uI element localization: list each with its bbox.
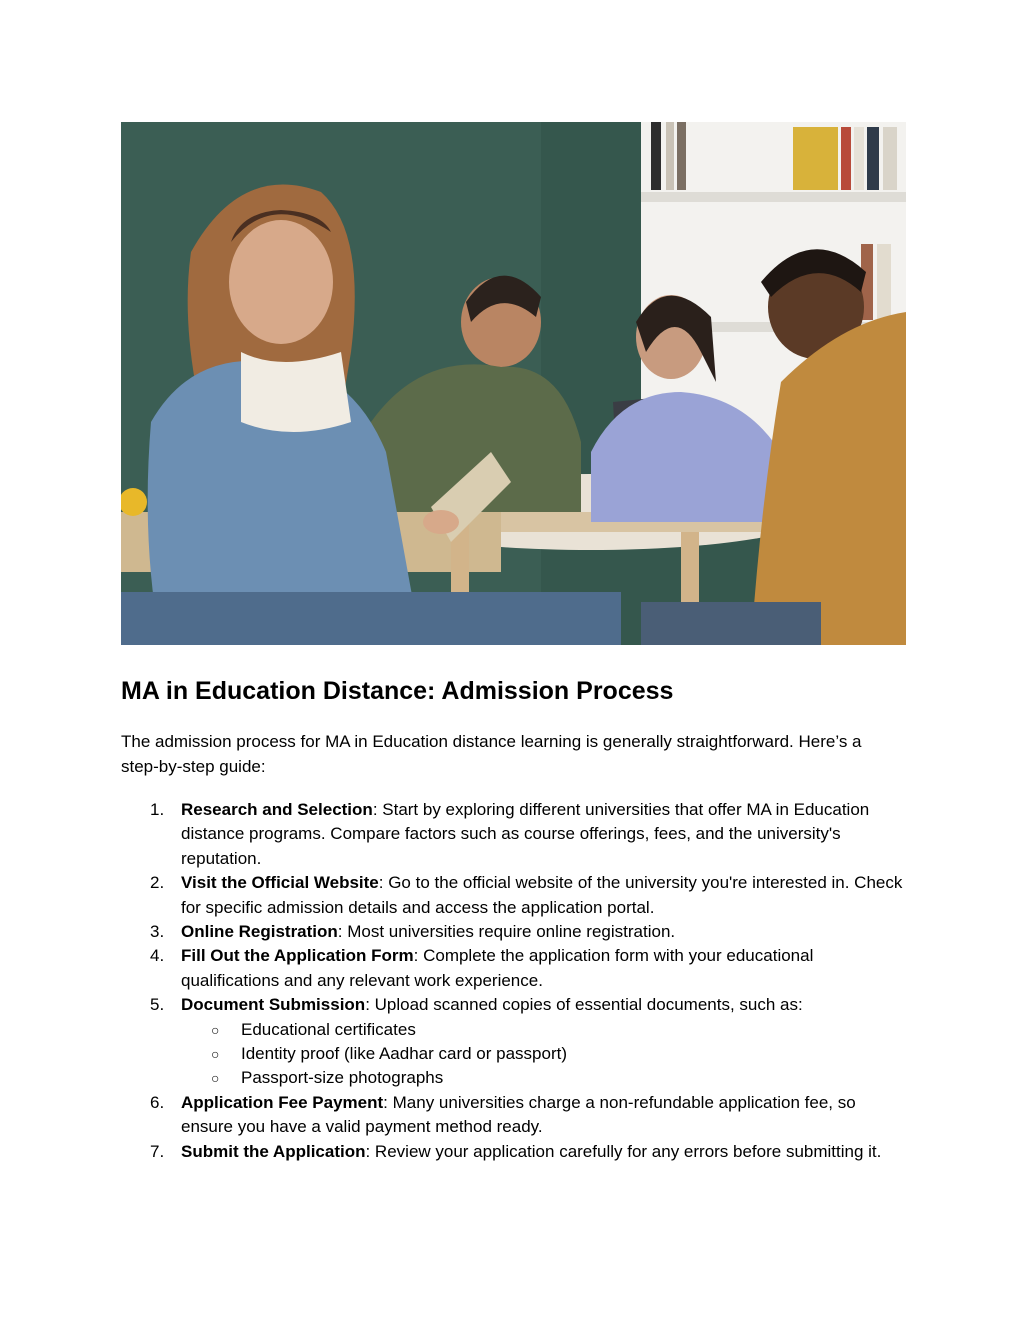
sub-list-item-text: Identity proof (like Aadhar card or passport) [241, 1044, 567, 1064]
intro-paragraph: The admission process for MA in Education distance learning is generally straightforward. Here’s a step-by-step guide: [121, 732, 862, 776]
hero-image [121, 122, 906, 645]
sub-list-item-text: Passport-size photographs [241, 1068, 444, 1088]
circle-bullet-icon: ○ [211, 1021, 220, 1038]
step-text: : Review your application carefully for any errors before submitting it. [365, 1141, 882, 1161]
list-item [121, 1091, 911, 1140]
step-number: 7. [150, 1141, 165, 1161]
circle-bullet-icon: ○ [211, 1046, 220, 1063]
step-text: : Start by exploring different universities that offer MA in Education distance programs. Compare factors such as course offerings, fees, and the university's reputation. [181, 800, 870, 868]
step-title: Document Submission [181, 995, 366, 1015]
list-item [121, 1140, 911, 1164]
circle-bullet-icon: ○ [211, 1070, 220, 1087]
list-item [121, 944, 911, 993]
step-title: Application Fee Payment [181, 1092, 384, 1112]
step-title: Submit the Application [181, 1141, 366, 1161]
step-number: 5. [150, 995, 165, 1015]
step-text: : Go to the official website of the university you're interested in. Check for specific admission details and access the application portal. [181, 873, 903, 917]
step-text: : Upload scanned copies of essential documents, such as: [365, 995, 803, 1015]
list-item [121, 798, 911, 871]
sub-list-item-text: Educational certificates [241, 1019, 416, 1039]
list-item [121, 871, 911, 920]
sub-list-item [181, 1042, 911, 1066]
list-item [121, 920, 911, 944]
sub-list-item [181, 1018, 911, 1042]
steps-list [121, 798, 911, 1164]
step-text: : Complete the application form with your educational qualifications and any relevant work experience. [181, 946, 814, 990]
sub-list [181, 1018, 911, 1091]
list-item [121, 993, 911, 1091]
step-number: 6. [150, 1092, 165, 1112]
step-number: 2. [150, 873, 165, 893]
step-number: 3. [150, 922, 165, 942]
step-title: Online Registration [181, 922, 338, 942]
step-number: 4. [150, 946, 165, 966]
step-text: : Many universities charge a non-refundable application fee, so ensure you have a valid payment method ready. [181, 1092, 856, 1137]
step-title: Fill Out the Application Form [181, 946, 414, 966]
sub-list-item [181, 1066, 911, 1090]
step-title: Research and Selection [181, 800, 373, 819]
step-number: 1. [150, 800, 165, 819]
step-title: Visit the Official Website [181, 873, 379, 893]
step-text: : Most universities require online registration. [337, 922, 676, 942]
page-title: MA in Education Distance: Admission Process [121, 677, 674, 705]
